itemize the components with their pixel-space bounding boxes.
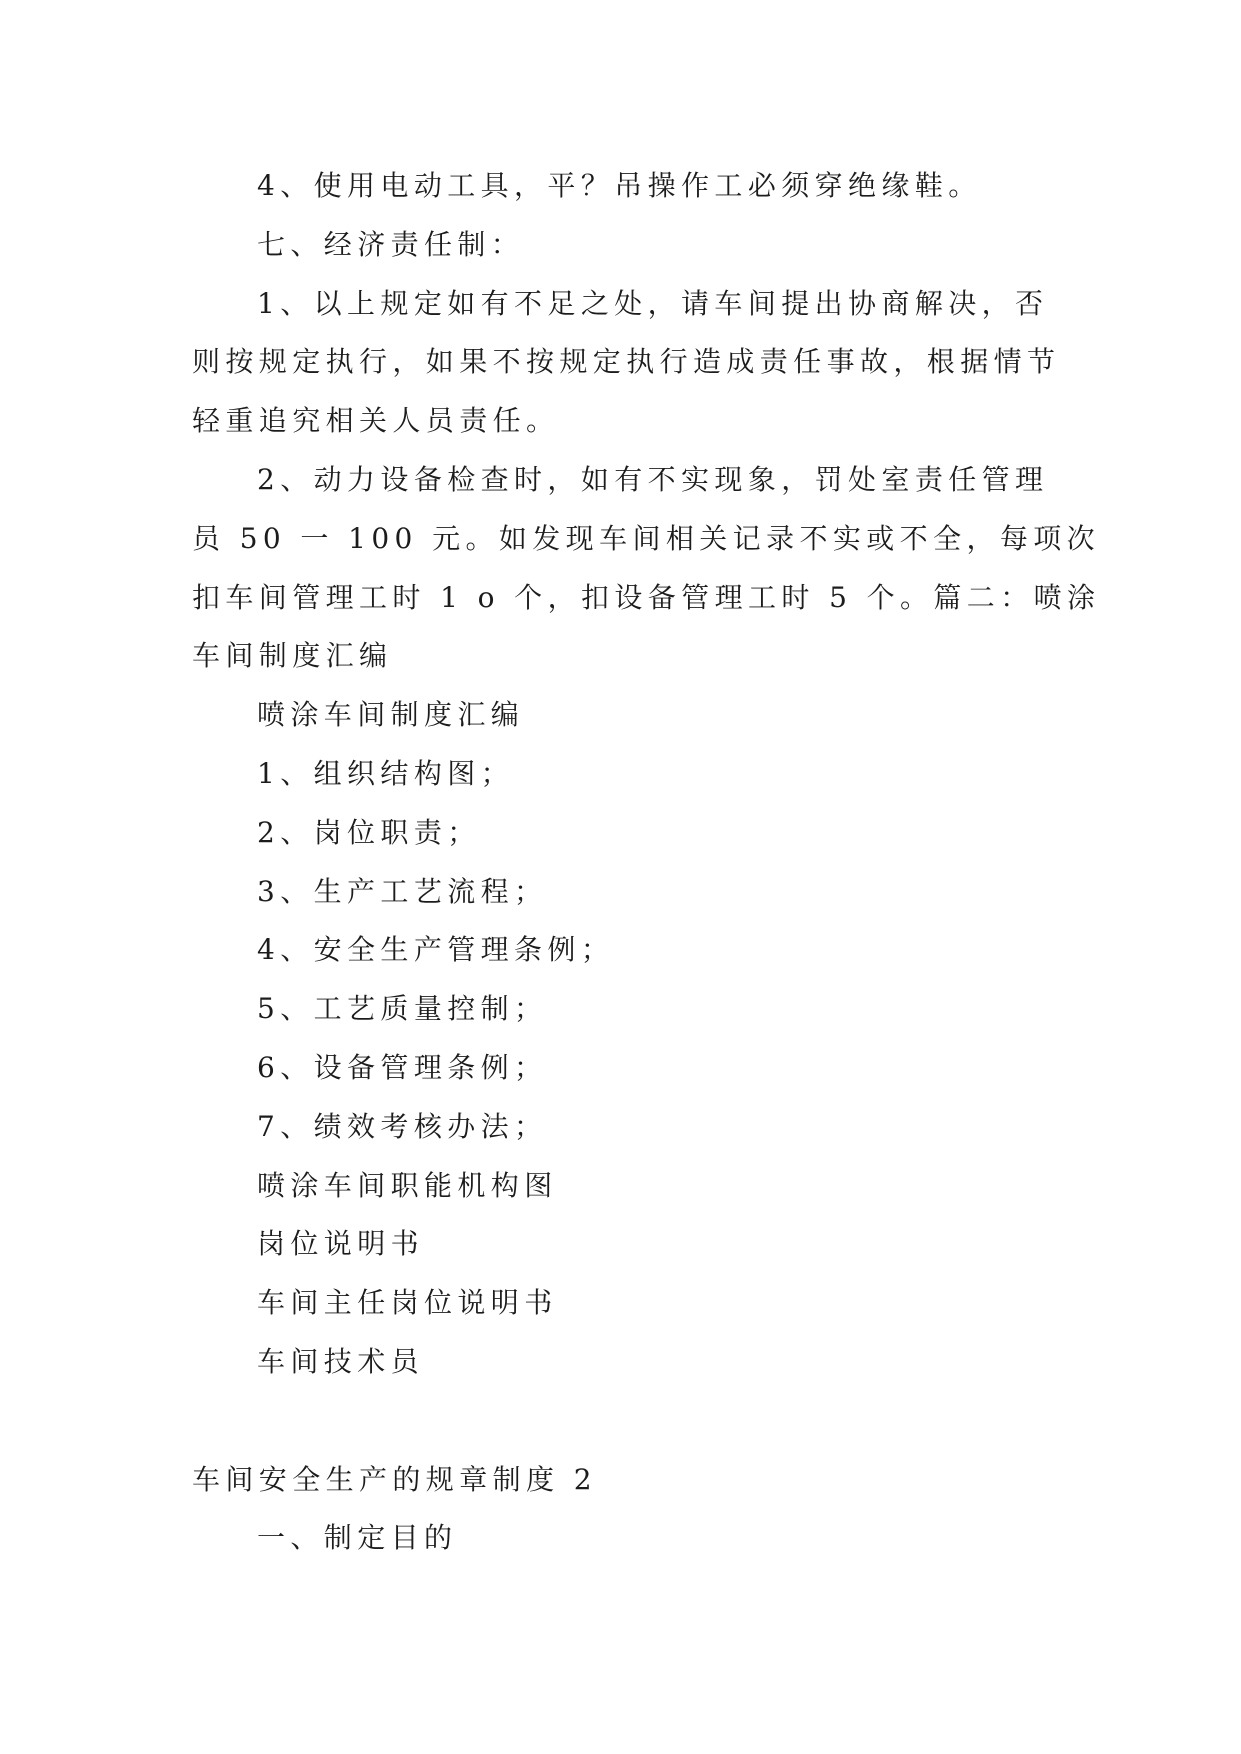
list-item: 2、岗位职责； (257, 815, 481, 849)
document-title: 车间安全生产的规章制度 2 (192, 1462, 597, 1496)
list-item: 4、安全生产管理条例； (257, 933, 615, 967)
sub-heading: 车间主任岗位说明书 (257, 1286, 558, 1320)
paragraph-line: 员 50 一 100 元。如发现车间相关记录不实或不全，每项次 (192, 521, 1101, 555)
list-item: 1、组织结构图； (257, 756, 515, 790)
section-heading: 七、经济责任制： (257, 227, 525, 261)
document-body (192, 157, 1101, 1568)
paragraph-line: 则按规定执行，如果不按规定执行造成责任事故，根据情节 (192, 345, 1061, 379)
list-item: 7、绩效考核办法； (257, 1109, 548, 1143)
list-item: 6、设备管理条例； (257, 1050, 548, 1084)
paragraph-line: 4、使用电动工具，平？吊操作工必须穿绝缘鞋。 (257, 169, 982, 202)
list-item: 3、生产工艺流程； (257, 874, 548, 908)
blank-line (192, 1392, 1092, 1451)
sub-heading: 喷涂车间职能机构图 (257, 1168, 558, 1202)
compilation-title: 喷涂车间制度汇编 (257, 698, 525, 732)
paragraph-line: 轻重追究相关人员责任。 (192, 404, 560, 438)
sub-heading: 岗位说明书 (257, 1227, 425, 1261)
list-item: 5、工艺质量控制； (257, 992, 548, 1026)
paragraph-line: 扣车间管理工时 1 o 个，扣设备管理工时 5 个。篇二：喷涂 (192, 580, 1101, 614)
sub-heading: 车间技术员 (257, 1344, 425, 1378)
paragraph-line: 2、动力设备检查时，如有不实现象，罚处室责任管理 (257, 462, 1049, 496)
paragraph-line: 车间制度汇编 (192, 639, 393, 673)
section-heading: 一、制定目的 (257, 1521, 458, 1555)
paragraph-line: 1、以上规定如有不足之处，请车间提出协商解决，否 (257, 286, 1049, 320)
